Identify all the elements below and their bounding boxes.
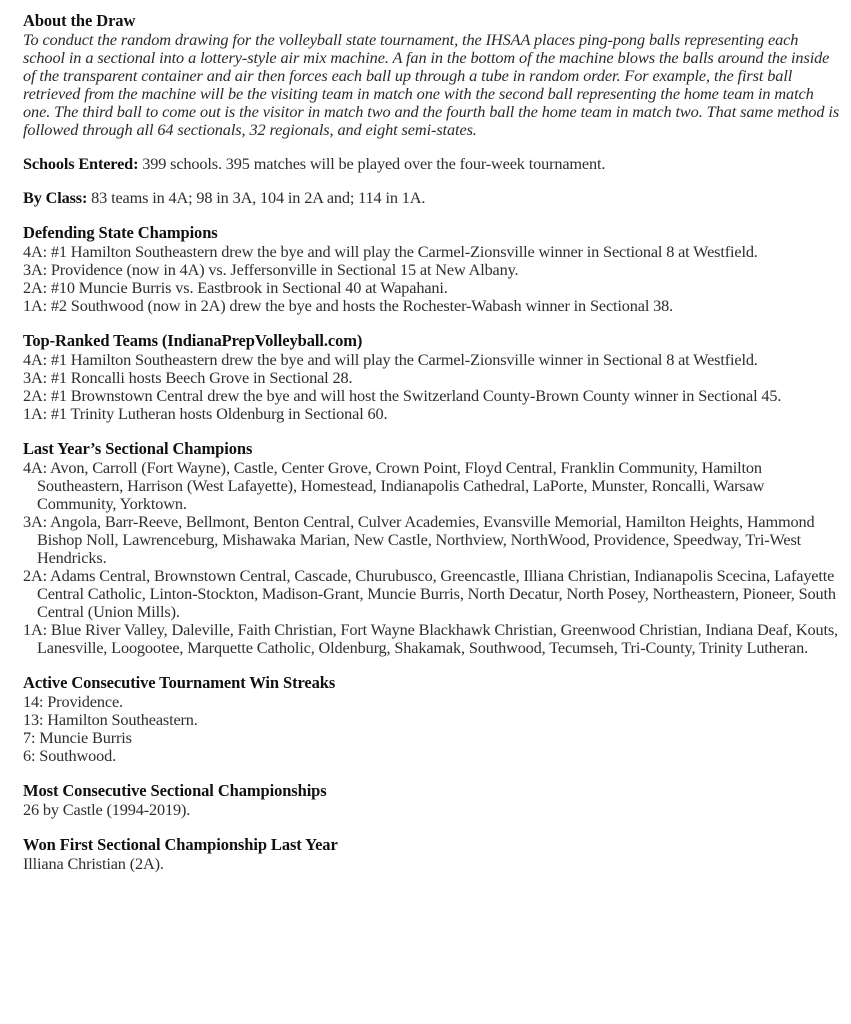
schools-entered-text: 399 schools. 395 matches will be played over the four-week tournament. — [138, 154, 606, 173]
win-streak-item: 7: Muncie Burris — [23, 728, 132, 747]
last-year-champions-3a: 3A: Angola, Barr-Reeve, Bellmont, Benton Central, Culver Academies, Evansville Memorial, Hamilton Heights, Hammond Bishop Noll, Lawrenceburg, Mishawaka Marian, New Castle, Northview, NorthWood, Providence, Speedway, Tri-West Hendricks. — [23, 512, 815, 567]
defending-champion-2a: 2A: #10 Muncie Burris vs. Eastbrook in Sectional 40 at Wapahani. — [23, 278, 448, 297]
by-class-text: 83 teams in 4A; 98 in 3A, 104 in 2A and; 114 in 1A. — [87, 188, 426, 207]
schools-entered-paragraph — [23, 155, 843, 173]
by-class-label: By Class: — [23, 188, 88, 207]
top-ranked-3a: 3A: #1 Roncalli hosts Beech Grove in Sectional 28. — [23, 368, 353, 387]
last-year-champions-section — [23, 439, 843, 657]
defending-champion-1a: 1A: #2 Southwood (now in 2A) drew the bye and hosts the Rochester-Wabash winner in Sectional 38. — [23, 296, 674, 315]
top-ranked-2a: 2A: #1 Brownstown Central drew the bye and will host the Switzerland County-Brown County winner in Sectional 45. — [23, 386, 782, 405]
win-streaks-heading: Active Consecutive Tournament Win Streaks — [23, 673, 336, 692]
top-ranked-1a: 1A: #1 Trinity Lutheran hosts Oldenburg in Sectional 60. — [23, 404, 388, 423]
tournament-notes-document — [23, 11, 843, 889]
defending-champions-section — [23, 223, 843, 315]
about-the-draw-section — [23, 11, 843, 139]
by-class-section — [23, 189, 843, 207]
first-title-heading: Won First Sectional Championship Last Year — [23, 835, 338, 854]
top-ranked-4a: 4A: #1 Hamilton Southeastern drew the bye and will play the Carmel-Zionsville winner in Sectional 8 at Westfield. — [23, 350, 758, 369]
last-year-champions-2a: 2A: Adams Central, Brownstown Central, Cascade, Churubusco, Greencastle, Illiana Christian, Indianapolis Scecina, Lafayette Central Catholic, Linton-Stockton, Madison-Grant, Muncie Burris, North Decatur, North Posey, Northeastern, Pioneer, South Central (Union Mills). — [23, 566, 836, 621]
about-the-draw-text: To conduct the random drawing for the volleyball state tournament, the IHSAA places ping-pong balls representing each school in a sectional into a lottery-style air mix machine. A fan in the bottom of the machine blows the balls around the inside of the transparent container and air then forces each ball up through a tube in random order. For example, the first ball retrieved from the machine will be the visiting team in match one with the second ball representing the home team in match one. The third ball to come out is the visitor in match two and the fourth ball the home team in match two. That same method is followed through all 64 sectionals, 32 regionals, and eight semi-states. — [23, 30, 840, 139]
win-streak-item: 6: Southwood. — [23, 746, 117, 765]
most-consecutive-section — [23, 781, 843, 819]
by-class-paragraph — [23, 189, 843, 207]
win-streak-item: 14: Providence. — [23, 692, 123, 711]
most-consecutive-text: 26 by Castle (1994-2019). — [23, 800, 191, 819]
last-year-champions-heading: Last Year’s Sectional Champions — [23, 439, 253, 458]
win-streaks-section — [23, 673, 843, 765]
win-streak-item: 13: Hamilton Southeastern. — [23, 710, 198, 729]
schools-entered-section — [23, 155, 843, 173]
first-title-section — [23, 835, 843, 873]
top-ranked-heading: Top-Ranked Teams (IndianaPrepVolleyball.com) — [23, 331, 363, 350]
about-the-draw-heading: About the Draw — [23, 11, 136, 30]
last-year-champions-1a: 1A: Blue River Valley, Daleville, Faith Christian, Fort Wayne Blackhawk Christian, Greenwood Christian, Indiana Deaf, Kouts, Lanesville, Loogootee, Marquette Catholic, Oldenburg, Shakamak, Southwood, Tecumseh, Tri-County, Trinity Lutheran. — [23, 620, 838, 657]
defending-champion-3a: 3A: Providence (now in 4A) vs. Jeffersonville in Sectional 15 at New Albany. — [23, 260, 519, 279]
first-title-text: Illiana Christian (2A). — [23, 854, 164, 873]
schools-entered-label: Schools Entered: — [23, 154, 139, 173]
last-year-champions-4a: 4A: Avon, Carroll (Fort Wayne), Castle, Center Grove, Crown Point, Floyd Central, Franklin Community, Hamilton Southeastern, Harrison (West Lafayette), Homestead, Indianapolis Cathedral, LaPorte, Munster, Roncalli, Warsaw Community, Yorktown. — [23, 458, 765, 513]
top-ranked-section — [23, 331, 843, 423]
defending-champion-4a: 4A: #1 Hamilton Southeastern drew the bye and will play the Carmel-Zionsville winner in Sectional 8 at Westfield. — [23, 242, 758, 261]
most-consecutive-heading: Most Consecutive Sectional Championships — [23, 781, 327, 800]
defending-champions-heading: Defending State Champions — [23, 223, 218, 242]
